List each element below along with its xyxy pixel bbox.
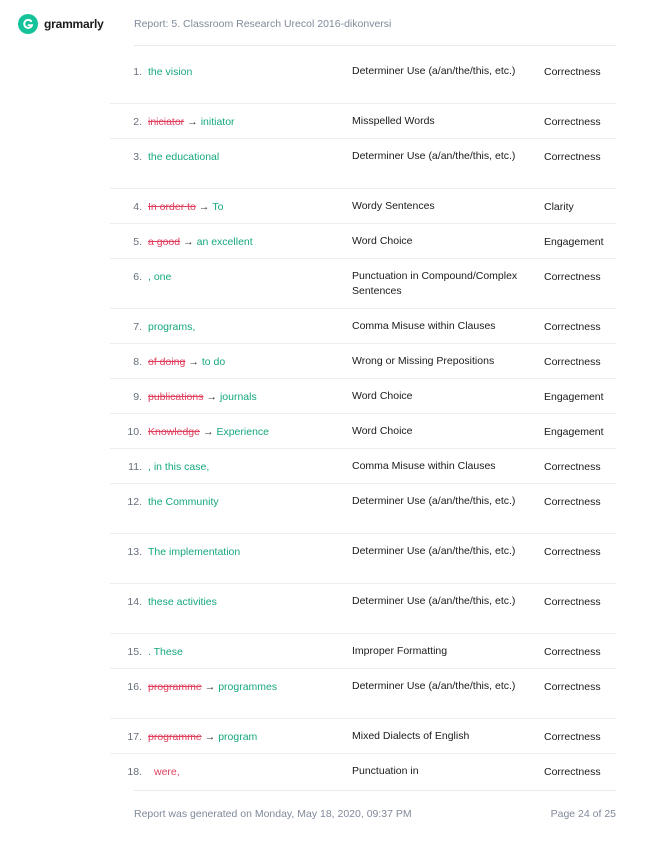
issue-number: 3. — [133, 151, 142, 163]
suggested-text: The implementation — [148, 546, 241, 558]
issue-row — [110, 669, 616, 719]
suggested-text: , in this case, — [148, 461, 210, 473]
issue-suggestion — [148, 151, 219, 163]
removed-text: publications — [148, 391, 204, 403]
issue-type: Wordy Sentences — [352, 200, 435, 212]
issue-type: Determiner Use (a/an/the/this, etc.) — [352, 150, 516, 162]
issue-suggestion — [148, 681, 277, 693]
issue-number: 5. — [133, 236, 142, 248]
suggested-text: To — [212, 201, 224, 213]
issue-category: Engagement — [544, 426, 604, 438]
issue-suggestion — [148, 236, 253, 248]
brand-logo — [18, 14, 104, 34]
arrow-right-icon: → — [183, 236, 194, 248]
issue-number: 12. — [127, 496, 142, 508]
issue-suggestion — [148, 646, 183, 658]
removed-text: programme — [148, 681, 202, 693]
page-number: Page 24 of 25 — [550, 808, 616, 820]
suggested-text: , one — [148, 271, 172, 283]
issue-category: Correctness — [544, 646, 601, 658]
issue-suggestion — [148, 391, 257, 403]
suggested-text: initiator — [200, 116, 235, 128]
removed-text: In order to — [148, 201, 196, 213]
issue-type: Wrong or Missing Prepositions — [352, 355, 495, 367]
issue-number: 7. — [133, 321, 142, 333]
issue-number: 1. — [133, 66, 142, 78]
issue-suggestion — [148, 201, 223, 213]
issue-number: 17. — [127, 731, 142, 743]
issue-type: Punctuation in — [352, 765, 419, 777]
issue-type: Misspelled Words — [352, 115, 435, 127]
issue-number: 4. — [133, 201, 142, 213]
report-title: Report: 5. Classroom Research Urecol 2016-dikonversi — [134, 18, 392, 30]
issue-category: Correctness — [544, 731, 601, 743]
issue-type: Punctuation in Compound/Complex Sentences — [352, 270, 518, 297]
grammarly-g-icon — [18, 14, 38, 34]
issue-suggestion — [148, 426, 269, 438]
issue-number: 8. — [133, 356, 142, 368]
issue-category: Correctness — [544, 596, 601, 608]
issue-category: Correctness — [544, 766, 601, 778]
suggested-text: the educational — [148, 151, 220, 163]
arrow-right-icon: → — [204, 681, 216, 693]
issue-row — [110, 449, 616, 484]
arrow-right-icon: → — [187, 116, 198, 128]
issue-type: Determiner Use (a/an/the/this, etc.) — [352, 65, 516, 77]
removed-text: a good — [148, 236, 181, 248]
issue-suggestion — [148, 461, 209, 473]
removed-text: iniciator — [148, 116, 185, 128]
issue-category: Engagement — [544, 236, 604, 248]
issue-list — [110, 54, 616, 789]
suggested-text: were, — [154, 766, 180, 778]
issue-row — [110, 224, 616, 259]
issue-number: 13. — [127, 546, 142, 558]
issue-category: Correctness — [544, 116, 601, 128]
issue-number: 2. — [133, 116, 142, 128]
issue-suggestion — [148, 546, 240, 558]
issue-category: Correctness — [544, 681, 601, 693]
issue-type: Determiner Use (a/an/the/this, etc.) — [352, 495, 516, 507]
issue-suggestion — [148, 731, 257, 743]
brand-name: grammarly — [44, 17, 104, 31]
issue-type: Improper Formatting — [352, 645, 448, 657]
issue-suggestion — [148, 321, 195, 333]
issue-suggestion — [148, 116, 235, 128]
removed-text: of doing — [148, 356, 186, 368]
issue-row — [110, 634, 616, 669]
arrow-right-icon: → — [202, 426, 214, 438]
issue-row — [110, 139, 616, 189]
issue-type: Comma Misuse within Clauses — [352, 320, 496, 332]
issue-number: 11. — [128, 461, 142, 473]
issue-row — [110, 379, 616, 414]
issue-row — [110, 344, 616, 379]
suggested-text: these activities — [148, 596, 217, 608]
issue-type: Determiner Use (a/an/the/this, etc.) — [352, 595, 516, 607]
suggested-text: . These — [148, 646, 183, 658]
header-divider — [134, 45, 616, 46]
issue-suggestion — [148, 596, 217, 608]
suggested-text: to do — [201, 356, 226, 368]
issue-category: Correctness — [544, 271, 601, 283]
issue-row — [110, 754, 616, 789]
issue-row — [110, 719, 616, 754]
issue-category: Correctness — [544, 151, 601, 163]
issue-suggestion — [148, 271, 171, 283]
arrow-right-icon: → — [206, 391, 217, 403]
issue-row — [110, 484, 616, 534]
arrow-right-icon: → — [198, 201, 210, 213]
suggested-text: Experience — [216, 426, 269, 438]
issue-category: Clarity — [544, 201, 574, 213]
issue-category: Engagement — [544, 391, 604, 403]
issue-type: Word Choice — [352, 235, 413, 247]
arrow-right-icon: → — [204, 731, 216, 743]
issue-row — [110, 54, 616, 104]
issue-type: Comma Misuse within Clauses — [352, 460, 496, 472]
footer-divider — [134, 790, 616, 791]
issue-suggestion — [148, 356, 225, 368]
issue-type: Word Choice — [352, 390, 413, 402]
suggested-text: journals — [219, 391, 257, 403]
issue-category: Correctness — [544, 496, 601, 508]
issue-row — [110, 189, 616, 224]
issue-number: 9. — [133, 391, 142, 403]
issue-type: Determiner Use (a/an/the/this, etc.) — [352, 545, 516, 557]
suggested-text: program — [218, 731, 258, 743]
issue-category: Correctness — [544, 546, 601, 558]
issue-number: 15. — [127, 646, 142, 658]
issue-number: 18. — [127, 766, 142, 778]
suggested-text: an excellent — [196, 236, 253, 248]
suggested-text: programs, — [148, 321, 196, 333]
issue-row — [110, 104, 616, 139]
issue-number: 16. — [127, 681, 142, 693]
issue-suggestion — [148, 496, 219, 508]
issue-number: 6. — [133, 271, 142, 283]
suggested-text: the Community — [148, 496, 219, 508]
issue-category: Correctness — [544, 356, 601, 368]
report-generated-date: Report was generated on Monday, May 18, 2020, 09:37 PM — [134, 808, 412, 820]
issue-row — [110, 259, 616, 309]
suggested-text: programmes — [218, 681, 278, 693]
issue-category: Correctness — [544, 66, 601, 78]
issue-category: Correctness — [544, 321, 601, 333]
issue-row — [110, 414, 616, 449]
issue-number: 14. — [127, 596, 142, 608]
issue-type: Mixed Dialects of English — [352, 730, 470, 742]
removed-text: programme — [148, 731, 202, 743]
issue-row — [110, 534, 616, 584]
issue-category: Correctness — [544, 461, 601, 473]
issue-type: Word Choice — [352, 425, 413, 437]
arrow-right-icon: → — [188, 356, 199, 368]
issue-suggestion — [148, 766, 180, 778]
issue-suggestion — [148, 66, 192, 78]
issue-type: Determiner Use (a/an/the/this, etc.) — [352, 680, 516, 692]
removed-text: Knowledge — [148, 426, 200, 438]
issue-row — [110, 309, 616, 344]
issue-row — [110, 584, 616, 634]
issue-number: 10. — [127, 426, 142, 438]
suggested-text: the vision — [148, 66, 193, 78]
